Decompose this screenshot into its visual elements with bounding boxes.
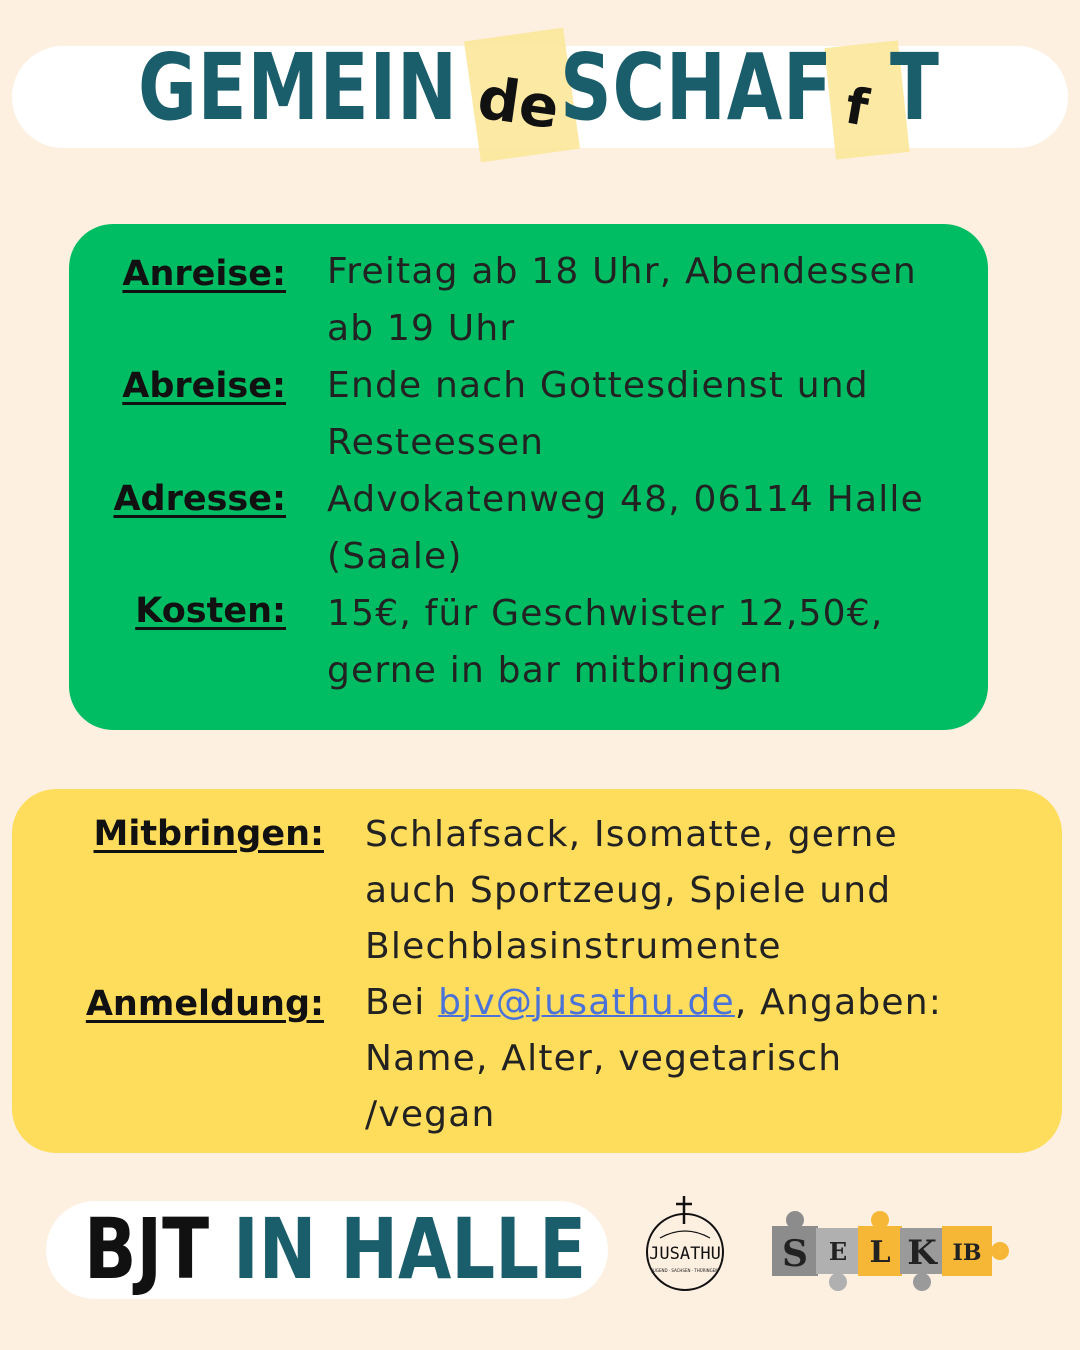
value-mitbringen-line3: Blechblasinstrumente [365, 926, 782, 967]
value-anmeldung-line2: Name, Alter, vegetarisch [365, 1038, 843, 1079]
jusathu-logo-subtext: JUGEND · SACHSEN · THÜRINGEN [651, 1268, 719, 1273]
value-adresse-line1: Advokatenweg 48, 06114 Halle [327, 479, 924, 520]
selk-letter-e: E [828, 1237, 848, 1266]
value-abreise-line1: Ende nach Gottesdienst und [327, 365, 869, 406]
selk-letter-k: K [907, 1233, 937, 1273]
title-part-schaf: SCHAF [560, 34, 833, 141]
email-link[interactable]: bjv@jusathu.de [438, 982, 735, 1023]
value-adresse-line2: (Saale) [327, 536, 463, 577]
selk-letter-s: S [782, 1233, 808, 1275]
value-kosten-line2: gerne in bar mitbringen [327, 650, 784, 691]
value-anmeldung-line1 [365, 974, 942, 1031]
value-anreise-line2: ab 19 Uhr [327, 308, 516, 349]
footer-bjt: BJT [84, 1200, 210, 1298]
title-insert-de: de [473, 63, 564, 143]
label-abreise: Abreise: [122, 366, 286, 406]
selk-letters-ib: IB [952, 1240, 982, 1266]
value-anmeldung-line3: /vegan [365, 1094, 496, 1135]
jusathu-logo [640, 1194, 730, 1298]
footer-in-halle: IN HALLE [233, 1200, 587, 1298]
value-mitbringen-line2: auch Sportzeug, Spiele und [365, 870, 892, 911]
label-anreise: Anreise: [122, 254, 286, 294]
jusathu-logo-text: JUSATHU [649, 1244, 721, 1264]
label-anmeldung: Anmeldung: [85, 984, 324, 1024]
selk-letter-l: L [869, 1235, 891, 1270]
label-kosten: Kosten: [135, 591, 286, 631]
value-anreise-line1: Freitag ab 18 Uhr, Abendessen [327, 251, 917, 292]
footer-title [84, 1200, 587, 1298]
value-kosten-line1: 15€, für Geschwister 12,50€, [327, 593, 884, 634]
anmeldung-prefix: Bei [365, 982, 439, 1023]
label-adresse: Adresse: [113, 479, 286, 519]
anmeldung-suffix: , Angaben: [734, 982, 943, 1023]
title-part-t: T [890, 34, 940, 141]
value-abreise-line2: Resteessen [327, 422, 545, 463]
page-title [0, 30, 1080, 170]
label-mitbringen: Mitbringen: [93, 814, 324, 854]
selk-logo [766, 1204, 1010, 1296]
title-part-gemein: GEMEIN [138, 34, 458, 141]
title-insert-f: f [841, 76, 873, 138]
value-mitbringen-line1: Schlafsack, Isomatte, gerne [365, 814, 898, 855]
